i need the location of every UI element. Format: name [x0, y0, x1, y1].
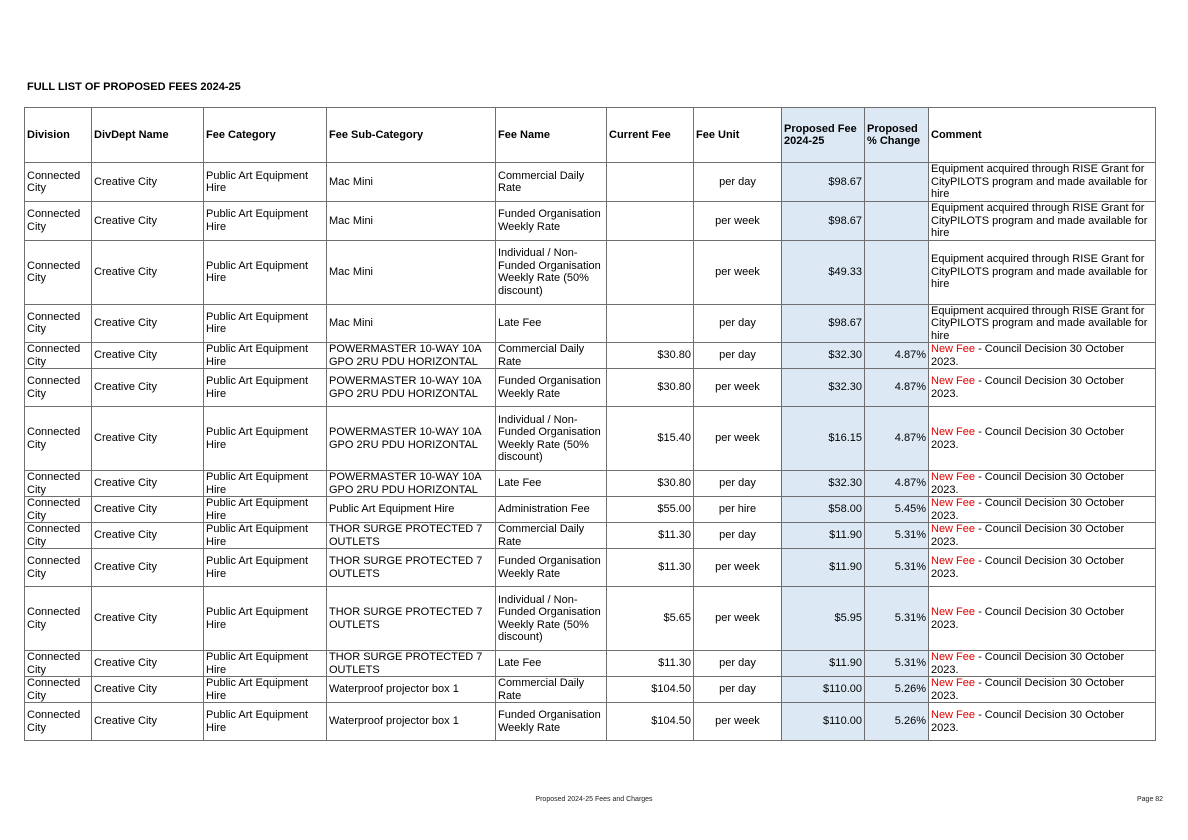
cell-proposed-change: 5.31%: [865, 523, 929, 549]
cell-comment: [929, 343, 1156, 369]
cell-comment: [929, 240, 1156, 304]
comment-text: Equipment acquired through RISE Grant for CityPILOTS program and made available for hire: [931, 163, 1148, 201]
cell-divdept-name: Creative City: [92, 471, 204, 497]
cell-proposed-change: 4.87%: [865, 369, 929, 407]
cell-current-fee: $30.80: [607, 471, 694, 497]
table-row: [25, 677, 1156, 703]
new-fee-label: New Fee: [931, 606, 976, 618]
cell-comment: [929, 497, 1156, 523]
cell-proposed-fee: $98.67: [782, 304, 865, 343]
cell-division: Connected City: [25, 202, 92, 241]
col-header-fee-sub-category: Fee Sub-Category: [327, 108, 496, 163]
cell-division: Connected City: [25, 497, 92, 523]
cell-current-fee: $11.30: [607, 523, 694, 549]
cell-proposed-change: 5.26%: [865, 677, 929, 703]
cell-fee-unit: per week: [694, 240, 782, 304]
cell-fee-sub-category: Mac Mini: [327, 202, 496, 241]
col-header-fee-unit: Fee Unit: [694, 108, 782, 163]
col-header-proposed-change: Proposed % Change: [865, 108, 929, 163]
cell-fee-name: Funded Organisation Weekly Rate: [496, 369, 607, 407]
comment-text: - Council Decision 30 October 2023.: [931, 523, 1125, 548]
cell-proposed-fee: $32.30: [782, 369, 865, 407]
cell-fee-category: Public Art Equipment Hire: [204, 369, 327, 407]
cell-fee-unit: per day: [694, 523, 782, 549]
cell-division: Connected City: [25, 304, 92, 343]
cell-fee-name: Commercial Daily Rate: [496, 677, 607, 703]
cell-fee-sub-category: Mac Mini: [327, 163, 496, 202]
cell-fee-unit: per day: [694, 471, 782, 497]
new-fee-label: New Fee: [931, 375, 976, 387]
cell-comment: [929, 587, 1156, 651]
new-fee-label: New Fee: [931, 497, 976, 509]
footer-page-number: Page 82: [1137, 796, 1164, 803]
cell-division: Connected City: [25, 369, 92, 407]
cell-fee-category: Public Art Equipment Hire: [204, 523, 327, 549]
new-fee-label: New Fee: [931, 677, 976, 689]
col-header-current-fee: Current Fee: [607, 108, 694, 163]
cell-fee-unit: per week: [694, 549, 782, 587]
cell-fee-unit: per hire: [694, 497, 782, 523]
cell-fee-category: Public Art Equipment Hire: [204, 343, 327, 369]
cell-proposed-fee: $98.67: [782, 163, 865, 202]
table-row: [25, 651, 1156, 677]
table-row: [25, 703, 1156, 741]
cell-divdept-name: Creative City: [92, 651, 204, 677]
cell-divdept-name: Creative City: [92, 240, 204, 304]
cell-fee-name: Individual / Non-Funded Organisation Weekly Rate (50% discount): [496, 407, 607, 471]
cell-divdept-name: Creative City: [92, 549, 204, 587]
cell-fee-unit: per day: [694, 163, 782, 202]
cell-fee-unit: per day: [694, 304, 782, 343]
cell-current-fee: [607, 163, 694, 202]
cell-proposed-change: 5.31%: [865, 651, 929, 677]
new-fee-label: New Fee: [931, 709, 976, 721]
cell-fee-sub-category: POWERMASTER 10-WAY 10A GPO 2RU PDU HORIZONTAL: [327, 471, 496, 497]
cell-fee-sub-category: POWERMASTER 10-WAY 10A GPO 2RU PDU HORIZONTAL: [327, 407, 496, 471]
cell-current-fee: $11.30: [607, 549, 694, 587]
cell-divdept-name: Creative City: [92, 587, 204, 651]
cell-proposed-fee: $11.90: [782, 523, 865, 549]
cell-proposed-fee: $16.15: [782, 407, 865, 471]
cell-division: Connected City: [25, 163, 92, 202]
comment-text: - Council Decision 30 October 2023.: [931, 555, 1125, 580]
table-row: [25, 587, 1156, 651]
cell-current-fee: $30.80: [607, 369, 694, 407]
cell-divdept-name: Creative City: [92, 202, 204, 241]
comment-text: - Council Decision 30 October 2023.: [931, 497, 1125, 522]
table-row: [25, 369, 1156, 407]
cell-current-fee: $30.80: [607, 343, 694, 369]
col-header-comment: Comment: [929, 108, 1156, 163]
cell-comment: [929, 407, 1156, 471]
cell-fee-category: Public Art Equipment Hire: [204, 587, 327, 651]
cell-divdept-name: Creative City: [92, 703, 204, 741]
cell-divdept-name: Creative City: [92, 163, 204, 202]
cell-comment: [929, 549, 1156, 587]
col-header-fee-name: Fee Name: [496, 108, 607, 163]
cell-comment: [929, 677, 1156, 703]
cell-fee-category: Public Art Equipment Hire: [204, 497, 327, 523]
cell-fee-sub-category: Mac Mini: [327, 240, 496, 304]
cell-divdept-name: Creative City: [92, 523, 204, 549]
cell-fee-category: Public Art Equipment Hire: [204, 304, 327, 343]
cell-divdept-name: Creative City: [92, 497, 204, 523]
cell-fee-category: Public Art Equipment Hire: [204, 651, 327, 677]
cell-divdept-name: Creative City: [92, 407, 204, 471]
col-header-division: Division: [25, 108, 92, 163]
cell-fee-category: Public Art Equipment Hire: [204, 202, 327, 241]
cell-fee-name: Commercial Daily Rate: [496, 343, 607, 369]
cell-current-fee: [607, 240, 694, 304]
cell-fee-name: Administration Fee: [496, 497, 607, 523]
cell-fee-name: Funded Organisation Weekly Rate: [496, 549, 607, 587]
cell-fee-unit: per day: [694, 343, 782, 369]
cell-proposed-change: 4.87%: [865, 471, 929, 497]
cell-current-fee: $5.65: [607, 587, 694, 651]
cell-fee-category: Public Art Equipment Hire: [204, 471, 327, 497]
cell-fee-sub-category: Waterproof projector box 1: [327, 677, 496, 703]
cell-fee-category: Public Art Equipment Hire: [204, 163, 327, 202]
cell-fee-category: Public Art Equipment Hire: [204, 703, 327, 741]
table-row: [25, 202, 1156, 241]
cell-division: Connected City: [25, 677, 92, 703]
cell-fee-sub-category: POWERMASTER 10-WAY 10A GPO 2RU PDU HORIZONTAL: [327, 369, 496, 407]
cell-proposed-fee: $49.33: [782, 240, 865, 304]
cell-divdept-name: Creative City: [92, 304, 204, 343]
cell-proposed-fee: $58.00: [782, 497, 865, 523]
cell-fee-sub-category: THOR SURGE PROTECTED 7 OUTLETS: [327, 523, 496, 549]
cell-fee-category: Public Art Equipment Hire: [204, 407, 327, 471]
cell-fee-category: Public Art Equipment Hire: [204, 549, 327, 587]
cell-fee-unit: per day: [694, 677, 782, 703]
cell-proposed-change: 5.31%: [865, 587, 929, 651]
comment-text: Equipment acquired through RISE Grant for CityPILOTS program and made available for hire: [931, 304, 1148, 342]
table-row: [25, 163, 1156, 202]
cell-proposed-change: 4.87%: [865, 343, 929, 369]
cell-proposed-change: 5.31%: [865, 549, 929, 587]
cell-comment: [929, 703, 1156, 741]
cell-fee-name: Individual / Non-Funded Organisation Weekly Rate (50% discount): [496, 587, 607, 651]
table-row: [25, 497, 1156, 523]
cell-fee-name: Late Fee: [496, 304, 607, 343]
table-row: [25, 549, 1156, 587]
comment-text: Equipment acquired through RISE Grant for CityPILOTS program and made available for hire: [931, 202, 1148, 239]
cell-division: Connected City: [25, 343, 92, 369]
cell-fee-unit: per week: [694, 703, 782, 741]
comment-text: - Council Decision 30 October 2023.: [931, 677, 1125, 702]
cell-fee-unit: per week: [694, 587, 782, 651]
cell-fee-sub-category: Public Art Equipment Hire: [327, 497, 496, 523]
page-title: FULL LIST OF PROPOSED FEES 2024-25: [27, 81, 241, 93]
footer-document-name: Proposed 2024-25 Fees and Charges: [535, 796, 653, 803]
cell-proposed-fee: $32.30: [782, 343, 865, 369]
cell-divdept-name: Creative City: [92, 343, 204, 369]
cell-proposed-fee: $98.67: [782, 202, 865, 241]
new-fee-label: New Fee: [931, 426, 976, 438]
cell-proposed-change: 5.45%: [865, 497, 929, 523]
cell-proposed-fee: $11.90: [782, 651, 865, 677]
table-header-row: [25, 108, 1156, 163]
cell-comment: [929, 651, 1156, 677]
cell-proposed-change: 5.26%: [865, 703, 929, 741]
cell-divdept-name: Creative City: [92, 677, 204, 703]
new-fee-label: New Fee: [931, 555, 976, 567]
cell-division: Connected City: [25, 523, 92, 549]
new-fee-label: New Fee: [931, 343, 976, 355]
cell-proposed-fee: $110.00: [782, 703, 865, 741]
comment-text: - Council Decision 30 October 2023.: [931, 651, 1125, 676]
cell-proposed-change: [865, 163, 929, 202]
cell-current-fee: $55.00: [607, 497, 694, 523]
table-row: [25, 407, 1156, 471]
cell-fee-unit: per day: [694, 651, 782, 677]
new-fee-label: New Fee: [931, 651, 976, 663]
cell-proposed-fee: $110.00: [782, 677, 865, 703]
cell-fee-sub-category: POWERMASTER 10-WAY 10A GPO 2RU PDU HORIZONTAL: [327, 343, 496, 369]
cell-comment: [929, 471, 1156, 497]
col-header-fee-category: Fee Category: [204, 108, 327, 163]
cell-proposed-change: [865, 304, 929, 343]
cell-fee-sub-category: THOR SURGE PROTECTED 7 OUTLETS: [327, 587, 496, 651]
table-row: [25, 343, 1156, 369]
cell-fee-name: Funded Organisation Weekly Rate: [496, 703, 607, 741]
cell-fee-sub-category: THOR SURGE PROTECTED 7 OUTLETS: [327, 549, 496, 587]
cell-fee-sub-category: Mac Mini: [327, 304, 496, 343]
cell-current-fee: $15.40: [607, 407, 694, 471]
cell-current-fee: $104.50: [607, 703, 694, 741]
cell-proposed-change: [865, 202, 929, 241]
new-fee-label: New Fee: [931, 523, 976, 535]
fees-table: [24, 107, 1156, 741]
cell-fee-name: Funded Organisation Weekly Rate: [496, 202, 607, 241]
table-row: [25, 240, 1156, 304]
new-fee-label: New Fee: [931, 471, 976, 483]
cell-divdept-name: Creative City: [92, 369, 204, 407]
cell-proposed-change: 4.87%: [865, 407, 929, 471]
cell-comment: [929, 304, 1156, 343]
cell-fee-sub-category: Waterproof projector box 1: [327, 703, 496, 741]
cell-fee-name: Commercial Daily Rate: [496, 523, 607, 549]
cell-comment: [929, 523, 1156, 549]
cell-comment: [929, 369, 1156, 407]
cell-current-fee: [607, 304, 694, 343]
cell-division: Connected City: [25, 549, 92, 587]
cell-fee-unit: per week: [694, 407, 782, 471]
cell-fee-category: Public Art Equipment Hire: [204, 240, 327, 304]
comment-text: - Council Decision 30 October 2023.: [931, 471, 1125, 496]
cell-current-fee: $11.30: [607, 651, 694, 677]
cell-current-fee: [607, 202, 694, 241]
cell-current-fee: $104.50: [607, 677, 694, 703]
comment-text: - Council Decision 30 October 2023.: [931, 343, 1125, 368]
comment-text: - Council Decision 30 October 2023.: [931, 426, 1125, 451]
fees-table-body: [25, 163, 1156, 741]
cell-proposed-fee: $32.30: [782, 471, 865, 497]
cell-fee-sub-category: THOR SURGE PROTECTED 7 OUTLETS: [327, 651, 496, 677]
cell-proposed-fee: $11.90: [782, 549, 865, 587]
comment-text: - Council Decision 30 October 2023.: [931, 606, 1125, 631]
cell-proposed-fee: $5.95: [782, 587, 865, 651]
cell-division: Connected City: [25, 407, 92, 471]
table-row: [25, 304, 1156, 343]
cell-fee-name: Late Fee: [496, 471, 607, 497]
cell-division: Connected City: [25, 703, 92, 741]
table-row: [25, 471, 1156, 497]
cell-fee-name: Commercial Daily Rate: [496, 163, 607, 202]
cell-comment: [929, 202, 1156, 241]
cell-proposed-change: [865, 240, 929, 304]
col-header-divdept-name: DivDept Name: [92, 108, 204, 163]
col-header-proposed-fee: Proposed Fee 2024-25: [782, 108, 865, 163]
cell-fee-category: Public Art Equipment Hire: [204, 677, 327, 703]
comment-text: - Council Decision 30 October 2023.: [931, 375, 1125, 400]
cell-fee-name: Late Fee: [496, 651, 607, 677]
cell-fee-name: Individual / Non-Funded Organisation Weekly Rate (50% discount): [496, 240, 607, 304]
cell-division: Connected City: [25, 471, 92, 497]
cell-division: Connected City: [25, 587, 92, 651]
comment-text: Equipment acquired through RISE Grant for CityPILOTS program and made available for hire: [931, 253, 1148, 291]
table-row: [25, 523, 1156, 549]
cell-division: Connected City: [25, 240, 92, 304]
cell-comment: [929, 163, 1156, 202]
cell-division: Connected City: [25, 651, 92, 677]
cell-fee-unit: per week: [694, 202, 782, 241]
comment-text: - Council Decision 30 October 2023.: [931, 709, 1125, 734]
cell-fee-unit: per week: [694, 369, 782, 407]
